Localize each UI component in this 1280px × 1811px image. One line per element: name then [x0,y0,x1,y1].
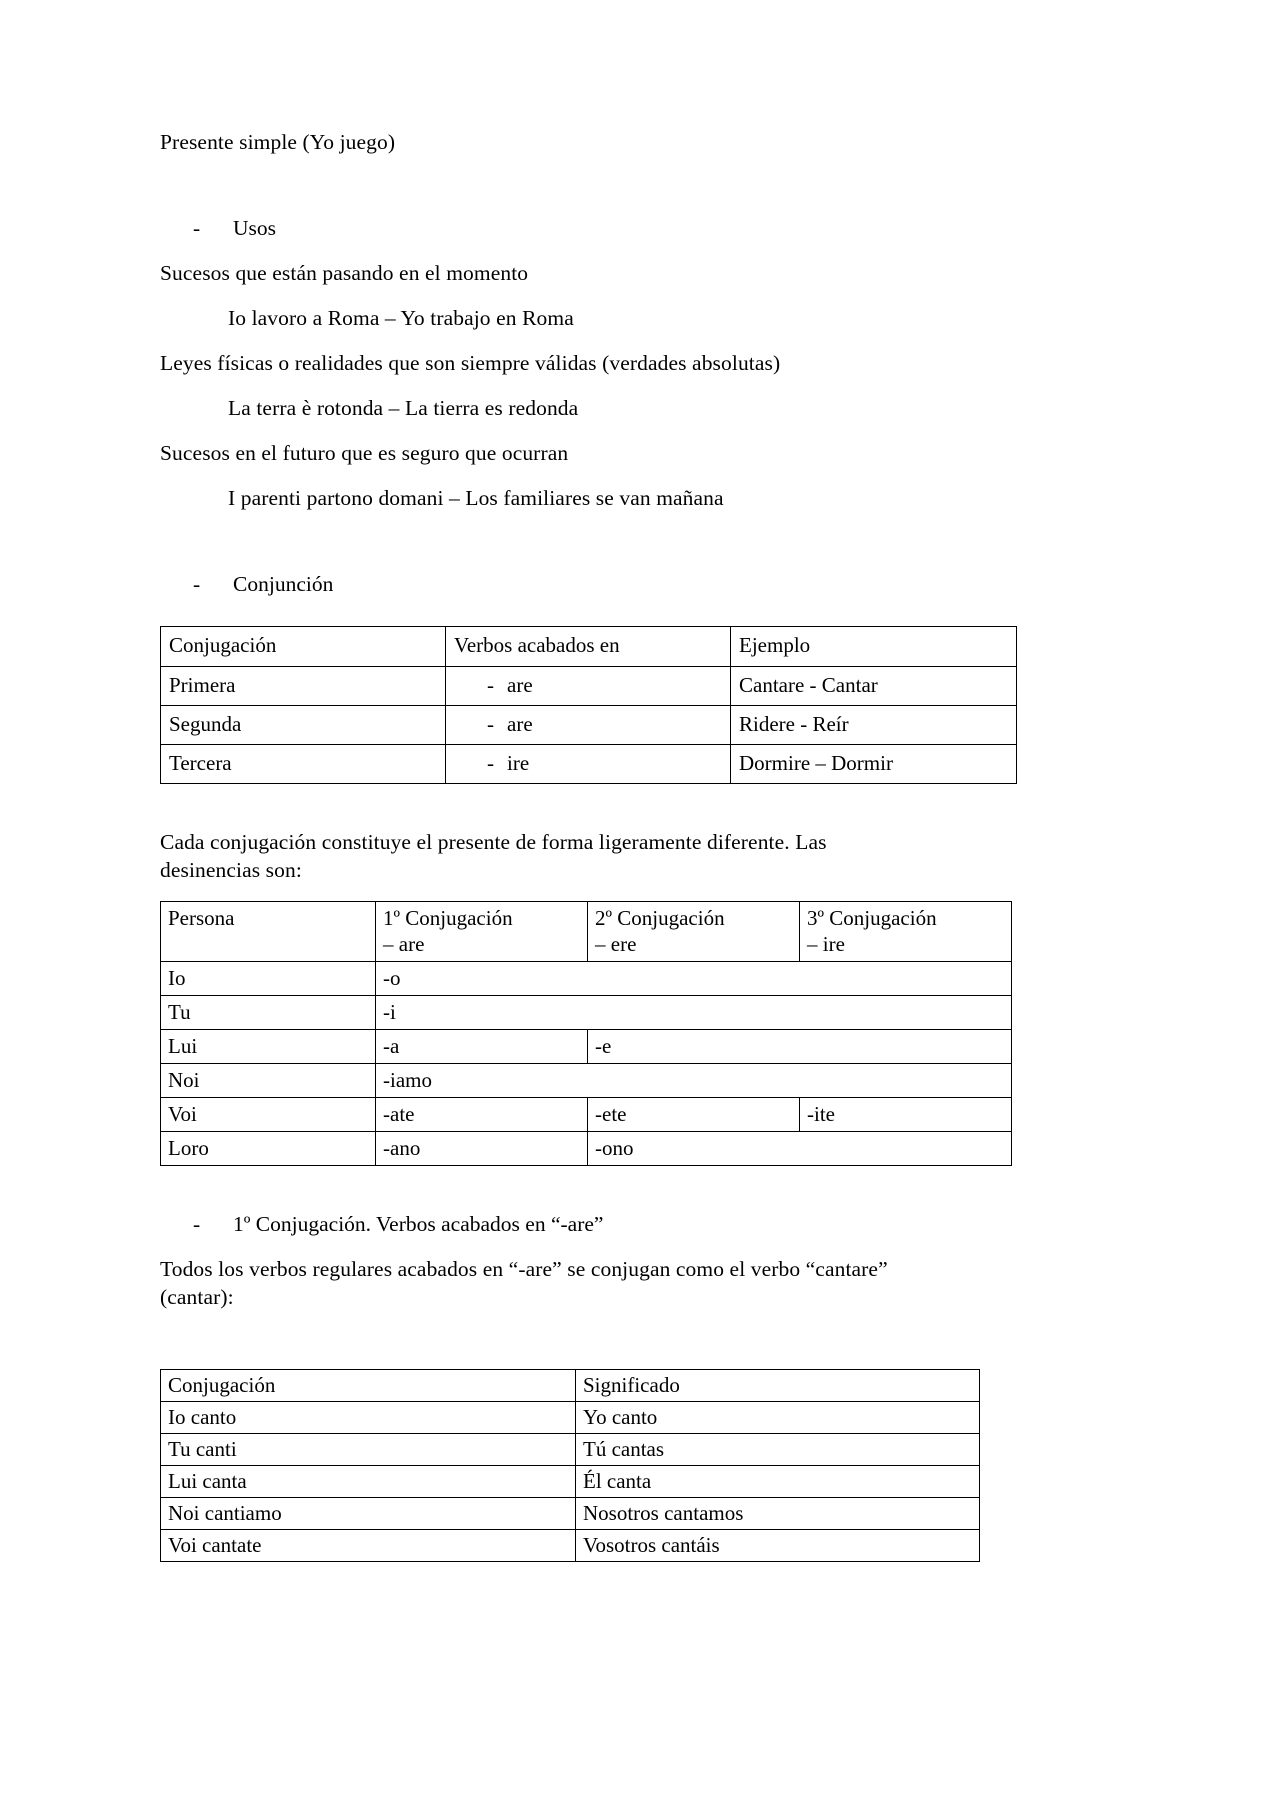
spacer [160,1166,965,1210]
column-header-persona: Persona [161,902,376,962]
dash-marker: - [487,751,494,775]
table-row [161,706,1017,745]
cell-persona: Voi [161,1098,376,1132]
table-row [161,1466,980,1498]
table-row [161,996,1012,1030]
spacer [160,884,965,901]
section-heading-primera-conjugacion [160,1210,965,1238]
cell-conjugacion: Segunda [161,706,446,745]
primera-conjugacion-intro-line1: Todos los verbos regulares acabados en “-are” se conjugan como el verbo “cantare” [160,1257,888,1281]
section-heading-label: Conjunción [233,572,334,596]
uso-example: I parenti partono domani – Los familiares se van mañana [228,486,724,510]
header-line1: 1º Conjugación [383,906,513,930]
bullet-dash-icon: - [193,572,201,596]
cell-persona: Io [161,962,376,996]
column-header-ejemplo: Ejemplo [731,627,1017,667]
terminacion-text: are [507,712,533,736]
table-row [161,1530,980,1562]
desinencias-intro-line1: Cada conjugación constituye el presente de forma ligeramente diferente. Las [160,830,827,854]
cell-conjugacion: Tercera [161,745,446,784]
section-heading-label: Usos [233,216,277,240]
cell-significado: Vosotros cantáis [576,1530,980,1562]
table-row [161,1064,1012,1098]
header-line1: 2º Conjugación [595,906,725,930]
spacer [160,784,965,828]
cell-desinencia-all: -o [376,962,1012,996]
spacer [160,467,965,484]
table-header-row [161,902,1012,962]
spacer [160,422,965,439]
cell-conjugacion: Lui canta [161,1466,576,1498]
table-row [161,1434,980,1466]
cell-conjugacion: Noi cantiamo [161,1498,576,1530]
cell-persona: Noi [161,1064,376,1098]
section-heading-usos [160,214,965,242]
uso-rule: Leyes físicas o realidades que son siempre válidas (verdades absolutas) [160,351,781,375]
cell-significado: Él canta [576,1466,980,1498]
table-row [161,962,1012,996]
table-row [161,1030,1012,1064]
table-row [161,745,1017,784]
dash-marker: - [487,712,494,736]
spacer [160,1238,965,1255]
spacer [160,1311,965,1369]
cell-ejemplo: Dormire – Dormir [731,745,1017,784]
column-header-conjugacion: Conjugación [161,627,446,667]
cell-ejemplo: Cantare - Cantar [731,667,1017,706]
table-header-row [161,1370,980,1402]
header-line2: – are [383,932,425,956]
column-header-2a-conjugacion [588,902,800,962]
cell-desinencia-all: -i [376,996,1012,1030]
cell-desinencia-2a-3a: -ono [588,1132,1012,1166]
column-header-3a-conjugacion [800,902,1012,962]
dash-marker: - [487,673,494,697]
cell-significado: Yo canto [576,1402,980,1434]
cell-desinencia-1a: -ate [376,1098,588,1132]
table-row [161,1498,980,1530]
spacer [160,512,965,570]
cell-significado: Nosotros cantamos [576,1498,980,1530]
cell-conjugacion: Io canto [161,1402,576,1434]
cell-significado: Tú cantas [576,1434,980,1466]
cell-desinencia-2a: -ete [588,1098,800,1132]
cell-conjugacion: Voi cantate [161,1530,576,1562]
spacer [160,377,965,394]
table-row [161,1402,980,1434]
primera-conjugacion-intro-line2: (cantar): [160,1285,234,1309]
cell-desinencia-1a: -a [376,1030,588,1064]
uso-example: La terra è rotonda – La tierra es redonda [228,396,579,420]
section-heading-conjuncion [160,570,965,598]
uso-example: Io lavoro a Roma – Yo trabajo en Roma [228,306,574,330]
bullet-dash-icon: - [193,216,201,240]
cell-conjugacion: Tu canti [161,1434,576,1466]
cell-desinencia-3a: -ite [800,1098,1012,1132]
cell-ejemplo: Ridere - Reír [731,706,1017,745]
page-title: Presente simple (Yo juego) [160,130,396,154]
spacer [160,242,965,259]
desinencias-intro-line2: desinencias son: [160,858,302,882]
cell-persona: Lui [161,1030,376,1064]
cell-desinencia-2a-3a: -e [588,1030,1012,1064]
desinencias-table [160,901,1012,1166]
cell-desinencia-1a: -ano [376,1132,588,1166]
cell-persona: Loro [161,1132,376,1166]
cell-persona: Tu [161,996,376,1030]
uso-rule: Sucesos en el futuro que es seguro que ocurran [160,441,569,465]
terminacion-text: are [507,673,533,697]
section-heading-label: 1º Conjugación. Verbos acabados en “-are” [233,1212,604,1236]
cell-conjugacion: Primera [161,667,446,706]
spacer [160,598,965,626]
conjugation-types-table [160,626,1017,784]
column-header-verbos: Verbos acabados en [446,627,731,667]
table-row [161,1098,1012,1132]
table-row [161,667,1017,706]
cell-desinencia-all: -iamo [376,1064,1012,1098]
table-row [161,1132,1012,1166]
spacer [160,332,965,349]
table-header-row [161,627,1017,667]
terminacion-text: ire [507,751,530,775]
spacer [160,156,965,214]
spacer [160,287,965,304]
document-body [160,128,965,1562]
header-line2: – ire [807,932,845,956]
bullet-dash-icon: - [193,1212,201,1236]
cantare-conjugation-table [160,1369,980,1562]
column-header-1a-conjugacion [376,902,588,962]
column-header-conjugacion: Conjugación [161,1370,576,1402]
uso-rule: Sucesos que están pasando en el momento [160,261,529,285]
cell-terminacion [446,745,731,784]
column-header-significado: Significado [576,1370,980,1402]
header-line2: – ere [595,932,637,956]
cell-terminacion [446,706,731,745]
cell-terminacion [446,667,731,706]
header-line1: 3º Conjugación [807,906,937,930]
